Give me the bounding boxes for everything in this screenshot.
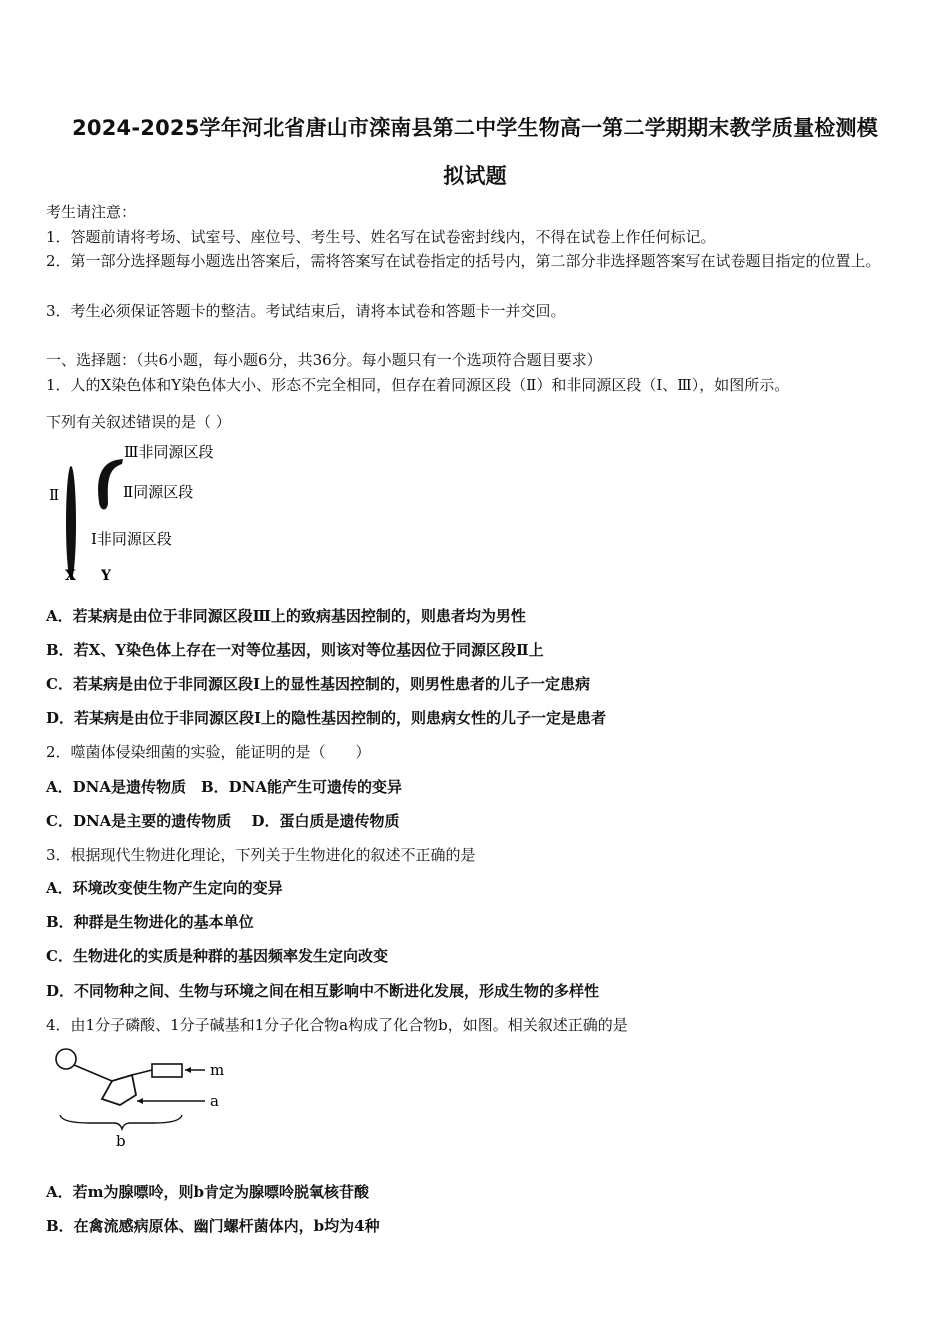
label-x: X [65, 568, 76, 584]
label-b: b [116, 1132, 126, 1150]
q1-option-b: B．若X、Y染色体上存在一对等位基因，则该对等位基因位于同源区段Ⅱ上 [46, 641, 544, 659]
y-chromosome-shape [98, 459, 123, 510]
q3-option-d: D．不同物种之间、生物与环境之间在相互影响中不断进化发展，形成生物的多样性 [46, 982, 600, 1000]
q1-stem-line2: 下列有关叙述错误的是（ ） [46, 413, 231, 431]
label-m: m [210, 1061, 225, 1079]
label-y: Y [101, 568, 111, 584]
q2-stem: 2．噬菌体侵染细菌的实验，能证明的是（ ） [46, 743, 371, 761]
x-chromosome-shape [66, 466, 76, 580]
q2-options-line2: C．DNA是主要的遗传物质 D．蛋白质是遗传物质 [46, 812, 400, 830]
label-segment-iii: Ⅲ非同源区段 [124, 443, 214, 461]
label-left-ii: Ⅱ [49, 486, 60, 504]
label-a: a [210, 1092, 219, 1110]
notice-item-3: 3．考生必须保证答题卡的整洁。考试结束后，请将本试卷和答题卡一并交回。 [46, 302, 566, 320]
exam-title-line2: 拟试题 [443, 164, 507, 188]
base-rectangle [152, 1064, 182, 1077]
label-segment-i: Ⅰ非同源区段 [91, 530, 172, 548]
exam-title-line1: 2024-2025学年河北省唐山市滦南县第二中学生物高一第二学期期末教学质量检测模 [72, 116, 878, 140]
q1-option-d: D．若某病是由位于非同源区段Ⅰ上的隐性基因控制的，则患病女性的儿子一定是患者 [46, 709, 607, 727]
label-segment-ii: Ⅱ同源区段 [123, 483, 194, 501]
notice-heading: 考生请注意： [46, 203, 137, 221]
q4-stem: 4．由1分子磷酸、1分子碱基和1分子化合物a构成了化合物b，如图。相关叙述正确的是 [46, 1016, 628, 1034]
section-heading: 一、选择题：（共6小题，每小题6分，共36分。每小题只有一个选项符合题目要求） [46, 351, 602, 369]
q4-option-a: A．若m为腺嘌呤，则b肯定为腺嘌呤脱氧核苷酸 [46, 1183, 370, 1201]
q1-option-c: C．若某病是由位于非同源区段Ⅰ上的显性基因控制的，则男性患者的儿子一定患病 [46, 675, 590, 693]
q2-options-line1: A．DNA是遗传物质 B．DNA能产生可遗传的变异 [46, 778, 403, 796]
brace-b [60, 1115, 182, 1129]
notice-item-2: 2．第一部分选择题每小题选出答案后，需将答案写在试卷指定的括号内，第二部分非选择题答案写在试卷题目指定的位置上。 [46, 252, 881, 270]
notice-item-1: 1．答题前请将考场、试室号、座位号、考生号、姓名写在试卷密封线内，不得在试卷上作任何标记。 [46, 228, 716, 246]
q3-stem: 3．根据现代生物进化理论，下列关于生物进化的叙述不正确的是 [46, 846, 476, 864]
q4-option-b: B．在禽流感病原体、幽门螺杆菌体内，b均为4种 [46, 1217, 380, 1235]
phosphate-circle [56, 1049, 76, 1069]
nucleotide-figure [50, 1043, 250, 1153]
q3-option-b: B．种群是生物进化的基本单位 [46, 913, 254, 931]
q3-option-c: C．生物进化的实质是种群的基因频率发生定向改变 [46, 947, 388, 965]
chromosome-figure [44, 440, 234, 585]
q1-option-a: A．若某病是由位于非同源区段Ⅲ上的致病基因控制的，则患者均为男性 [46, 607, 526, 625]
q3-option-a: A．环境改变使生物产生定向的变异 [46, 879, 283, 897]
q1-stem-line1: 1．人的X染色体和Y染色体大小、形态不完全相同，但存在着同源区段（Ⅱ）和非同源区段（Ⅰ、Ⅲ），如图所示。 [46, 376, 790, 394]
